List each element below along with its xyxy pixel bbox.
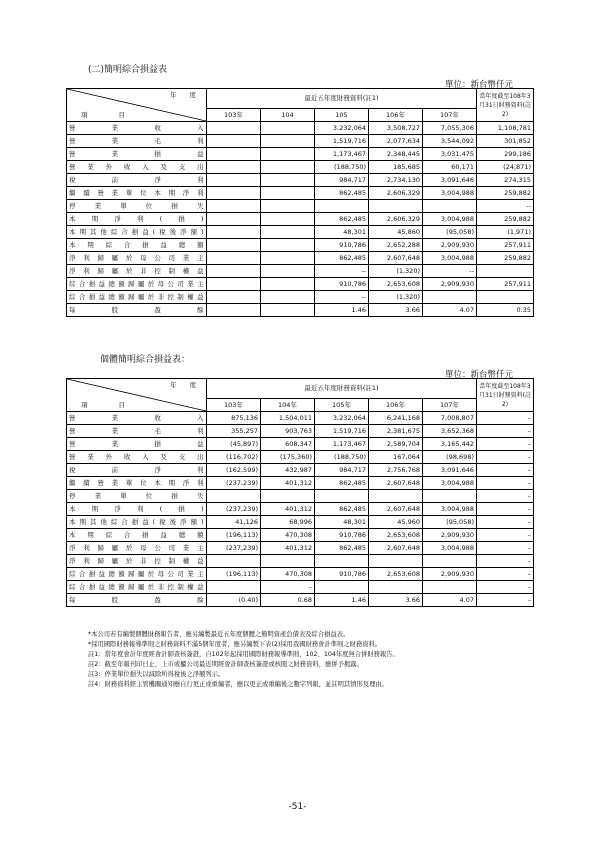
value-cell: 3.66 [369,594,423,607]
year-header: 104年 [261,399,315,412]
value-cell: (188,750) [315,451,369,464]
row-label: 綜合損益總額歸屬於母公司業主 [67,278,207,291]
value-cell: 68,996 [261,516,315,529]
value-cell: – [477,451,534,464]
value-cell: 2,909,930 [423,239,477,252]
value-cell: -- [315,291,369,304]
value-cell: 274,315 [477,174,534,187]
year-header: 105 [315,109,369,122]
consolidated-income-table [66,88,534,317]
value-cell: 470,308 [261,529,315,542]
value-cell [207,200,261,213]
value-cell: 48,301 [315,516,369,529]
value-cell [207,490,261,503]
value-cell: 984,717 [315,464,369,477]
value-cell: 1,173,467 [315,148,369,161]
value-cell: 2,589,704 [369,438,423,451]
value-cell: (188,750) [315,161,369,174]
value-cell [369,581,423,594]
value-cell: 48,301 [315,226,369,239]
value-cell [369,200,423,213]
value-cell [261,239,315,252]
value-cell [261,252,315,265]
value-cell: 3,652,368 [423,425,477,438]
value-cell: 41,126 [207,516,261,529]
value-cell: 259,882 [477,213,534,226]
value-cell: – [477,503,534,516]
value-cell: (237,239) [207,503,261,516]
value-cell: (24,871) [477,161,534,174]
value-cell: 1.46 [315,304,369,317]
table-row [67,174,534,187]
footnote: *採用國際財務報導準則之財務資料不滿5個年度者，應另編製下表(2)採用我國財務會計準則之財務資料。 [88,641,382,648]
value-cell: 2,909,930 [423,278,477,291]
value-cell: 299,186 [477,148,534,161]
row-label: 每股盈餘 [67,594,207,607]
value-cell: 2,653,608 [369,278,423,291]
value-cell [207,135,261,148]
value-cell: 432,987 [261,464,315,477]
value-cell: 2,607,648 [369,477,423,490]
table-row [67,490,534,503]
value-cell: (162,599) [207,464,261,477]
value-cell: – [477,555,534,568]
row-label: 稅前淨利 [67,464,207,477]
value-cell: 2,653,608 [369,529,423,542]
five-year-header: 最近五年度財務資料(註1) [207,379,477,399]
table-row [67,594,534,607]
value-cell: 3.66 [369,304,423,317]
value-cell [423,555,477,568]
value-cell [369,490,423,503]
value-cell [207,187,261,200]
row-label: 本期其他綜合損益(稅後淨額) [67,516,207,529]
table-row [67,568,534,581]
value-cell: 3,165,442 [423,438,477,451]
value-cell: (1,971) [477,226,534,239]
table-row [67,252,534,265]
value-cell: 1,504,011 [261,412,315,425]
value-cell: 910,786 [315,239,369,252]
row-label: 淨利歸屬於非控制權益 [67,265,207,278]
value-cell [261,490,315,503]
value-cell [261,291,315,304]
value-cell: 862,485 [315,252,369,265]
table-row [67,161,534,174]
value-cell: 3,232,064 [315,122,369,135]
value-cell [261,200,315,213]
footnote: 註2：截至年報刊印日止，上市或櫃公司最近期經會計師查核簽證或核閱之財務資料，應併予揭露。 [88,661,363,668]
row-label: 營業收入 [67,412,207,425]
value-cell: 2,909,930 [423,568,477,581]
value-cell: 1,108,781 [477,122,534,135]
row-label: 營業收入 [67,122,207,135]
table-row [67,265,534,278]
footnote: *本公司若有編製個體財務報告者，應另編製最近五年度個體之簡明資產負債表及綜合損益表。 [88,631,350,638]
current-period-header: 當年度截至108年3月31日財務資料(註2) [477,89,534,122]
row-label: 營業外收入及支出 [67,161,207,174]
value-cell [315,555,369,568]
table-row [67,135,534,148]
value-cell: 3,004,988 [423,542,477,555]
table-row [67,122,534,135]
row-label: 繼續營業單位本期淨利 [67,187,207,200]
value-cell: (196,113) [207,529,261,542]
value-cell: 185,685 [369,161,423,174]
value-cell: 355,257 [207,425,261,438]
row-label: 稅前淨利 [67,174,207,187]
row-label: 本期其他綜合損益(稅後淨額) [67,226,207,239]
table-row [67,239,534,252]
value-cell: 4.07 [423,304,477,317]
value-cell: 0.35 [477,304,534,317]
value-cell: 257,911 [477,239,534,252]
row-label: 本期綜合損益總額 [67,529,207,542]
value-cell [261,265,315,278]
value-cell [261,148,315,161]
value-cell: 45,960 [369,516,423,529]
value-cell: (95,058) [423,516,477,529]
value-cell [261,555,315,568]
row-label: 營業毛利 [67,135,207,148]
value-cell: 862,485 [315,503,369,516]
value-cell [261,187,315,200]
value-cell: 1,173,467 [315,438,369,451]
value-cell: 3,091,646 [423,174,477,187]
value-cell: -- [315,265,369,278]
year-header: 107年 [423,399,477,412]
page-number: -51- [288,802,307,812]
value-cell: 2,909,930 [423,529,477,542]
table-row [67,464,534,477]
table-row [67,187,534,200]
table-row [67,278,534,291]
value-cell [207,148,261,161]
row-label: 營業損益 [67,438,207,451]
year-header: 105年 [315,399,369,412]
value-cell: – [477,464,534,477]
table-row [67,581,534,594]
row-label: 停業單位損失 [67,490,207,503]
header-diagonal-cell [67,89,207,122]
year-label: 年 度 [170,91,196,99]
value-cell [207,239,261,252]
table-row [67,438,534,451]
table-row [67,477,534,490]
value-cell [261,304,315,317]
value-cell: 4.07 [423,594,477,607]
value-cell [315,581,369,594]
table-row [67,304,534,317]
value-cell: 3,004,988 [423,187,477,200]
value-cell: 903,763 [261,425,315,438]
value-cell: – [477,581,534,594]
row-label: 淨利歸屬於母公司業主 [67,542,207,555]
value-cell: (1,320) [369,291,423,304]
year-header: 106年 [369,399,423,412]
value-cell [369,555,423,568]
row-label: 停業單位損失 [67,200,207,213]
value-cell: 3,508,727 [369,122,423,135]
value-cell: 1,519,716 [315,135,369,148]
table-row [67,200,534,213]
value-cell: (237,239) [207,542,261,555]
year-header: 106年 [369,109,423,122]
row-label: 綜合損益總額歸屬於非控制權益 [67,291,207,304]
value-cell [261,174,315,187]
value-cell [261,226,315,239]
value-cell: 60,171 [423,161,477,174]
value-cell: 2,607,648 [369,252,423,265]
value-cell [207,265,261,278]
value-cell: 2,607,648 [369,542,423,555]
row-label: 營業外收入及支出 [67,451,207,464]
footnotes [88,630,528,690]
row-label: 營業毛利 [67,425,207,438]
standalone-income-table [66,378,534,607]
value-cell: 862,485 [315,542,369,555]
value-cell [315,490,369,503]
table-row [67,412,534,425]
table-row [67,555,534,568]
value-cell [261,122,315,135]
value-cell: 875,136 [207,412,261,425]
value-cell: 2,607,648 [369,503,423,516]
value-cell: – [477,425,534,438]
value-cell: 3,004,988 [423,503,477,516]
value-cell [261,161,315,174]
value-cell: -- [423,265,477,278]
value-cell: – [477,438,534,451]
value-cell: 6,241,168 [369,412,423,425]
value-cell: 1.46 [315,594,369,607]
row-label: 營業損益 [67,148,207,161]
row-label: 本期淨利(損) [67,213,207,226]
item-label: 項 目 [81,400,131,409]
value-cell: 259,882 [477,187,534,200]
value-cell: 7,008,807 [423,412,477,425]
value-cell: 862,485 [315,477,369,490]
row-label: 淨利歸屬於非控制權益 [67,555,207,568]
value-cell: (0.40) [207,594,261,607]
value-cell [207,174,261,187]
header-diagonal-cell [67,379,207,412]
value-cell: 401,312 [261,542,315,555]
year-label: 年 度 [170,381,196,389]
current-period-header: 當年度截至108年3月31日財務資料(註2) [477,379,534,412]
value-cell: 910,786 [315,529,369,542]
row-label: 繼續營業單位本期淨利 [67,477,207,490]
value-cell: – [477,516,534,529]
value-cell: (95,058) [423,226,477,239]
value-cell [207,161,261,174]
value-cell: 0.68 [261,594,315,607]
value-cell: 257,911 [477,278,534,291]
five-year-header: 最近五年度財務資料(註1) [207,89,477,109]
value-cell: 3,004,988 [423,477,477,490]
table-row [67,542,534,555]
value-cell: 608,347 [261,438,315,451]
value-cell [207,252,261,265]
value-cell: 2,077,634 [369,135,423,148]
value-cell: 2,348,445 [369,148,423,161]
value-cell: (1,320) [369,265,423,278]
value-cell: 3,031,475 [423,148,477,161]
row-label: 本期綜合損益總額 [67,239,207,252]
row-label: 綜合損益總額歸屬於非控制權益 [67,581,207,594]
value-cell: 3,091,646 [423,464,477,477]
table-row [67,213,534,226]
value-cell: 2,734,130 [369,174,423,187]
footnote: 註4：財務資料經主管機關通知應自行更正或重編者，應以更正或重編後之數字列報，並註明其情形及理由。 [88,681,388,688]
value-cell: 1,519,716 [315,425,369,438]
value-cell: 2,606,329 [369,213,423,226]
value-cell: 2,606,329 [369,187,423,200]
value-cell [477,265,534,278]
value-cell: 3,004,988 [423,213,477,226]
value-cell: 3,004,988 [423,252,477,265]
value-cell: – [477,594,534,607]
value-cell: – [477,529,534,542]
table-row [67,148,534,161]
value-cell [207,291,261,304]
value-cell: 259,882 [477,252,534,265]
value-cell: 862,485 [315,213,369,226]
footnote: 註3：停業單位損失以減除所得稅後之淨額列示。 [88,671,225,678]
table-row [67,529,534,542]
value-cell [207,581,261,594]
value-cell: (175,360) [261,451,315,464]
value-cell: 910,786 [315,278,369,291]
value-cell: 2,381,675 [369,425,423,438]
table-row [67,226,534,239]
value-cell: 3,544,092 [423,135,477,148]
value-cell: – [477,477,534,490]
value-cell: 45,860 [369,226,423,239]
value-cell [261,213,315,226]
value-cell: 862,485 [315,187,369,200]
value-cell [261,135,315,148]
value-cell [207,213,261,226]
value-cell [423,490,477,503]
value-cell: – [477,490,534,503]
row-label: 本期淨利(損) [67,503,207,516]
value-cell: – [261,581,315,594]
table-row [67,516,534,529]
value-cell [315,200,369,213]
value-cell: -- [477,200,534,213]
table-row [67,451,534,464]
value-cell [423,291,477,304]
value-cell: 401,312 [261,477,315,490]
value-cell: 2,756,768 [369,464,423,477]
value-cell [207,122,261,135]
table-row [67,503,534,516]
value-cell: – [477,568,534,581]
footnote: 註1：當年度會計年度經會計師查核簽證，自102年起採用國際財務報導準則，102、104年度無合併財務報告。 [88,651,399,658]
item-label: 項 目 [81,110,131,119]
value-cell: (237,239) [207,477,261,490]
value-cell [477,291,534,304]
year-header: 104 [261,109,315,122]
value-cell: (45,897) [207,438,261,451]
value-cell: 7,055,306 [423,122,477,135]
value-cell [423,581,477,594]
value-cell [423,200,477,213]
value-cell: (116,702) [207,451,261,464]
value-cell: 470,308 [261,568,315,581]
value-cell [207,555,261,568]
value-cell [207,226,261,239]
row-label: 淨利歸屬於母公司業主 [67,252,207,265]
year-header: 107年 [423,109,477,122]
value-cell: 2,652,288 [369,239,423,252]
value-cell [207,304,261,317]
year-header: 103年 [207,399,261,412]
value-cell [261,278,315,291]
value-cell: 401,312 [261,503,315,516]
value-cell [207,278,261,291]
value-cell: 3,232,064 [315,412,369,425]
value-cell: 984,717 [315,174,369,187]
value-cell: – [477,412,534,425]
value-cell: (196,113) [207,568,261,581]
row-label: 綜合損益總額歸屬於母公司業主 [67,568,207,581]
value-cell: – [477,542,534,555]
table-row [67,291,534,304]
value-cell: 910,786 [315,568,369,581]
value-cell: (98,698) [423,451,477,464]
section1-unit: 單位：新台幣仟元 [445,80,514,90]
table-row [67,425,534,438]
value-cell: 301,852 [477,135,534,148]
year-header: 103年 [207,109,261,122]
section2-title: 個體簡明綜合損益表： [100,355,191,365]
value-cell: 167,064 [369,451,423,464]
section2-unit: 單位：新台幣仟元 [445,370,514,380]
section1-title: (二)簡明綜合損益表 [88,65,168,75]
value-cell: 2,653,608 [369,568,423,581]
row-label: 每股盈餘 [67,304,207,317]
